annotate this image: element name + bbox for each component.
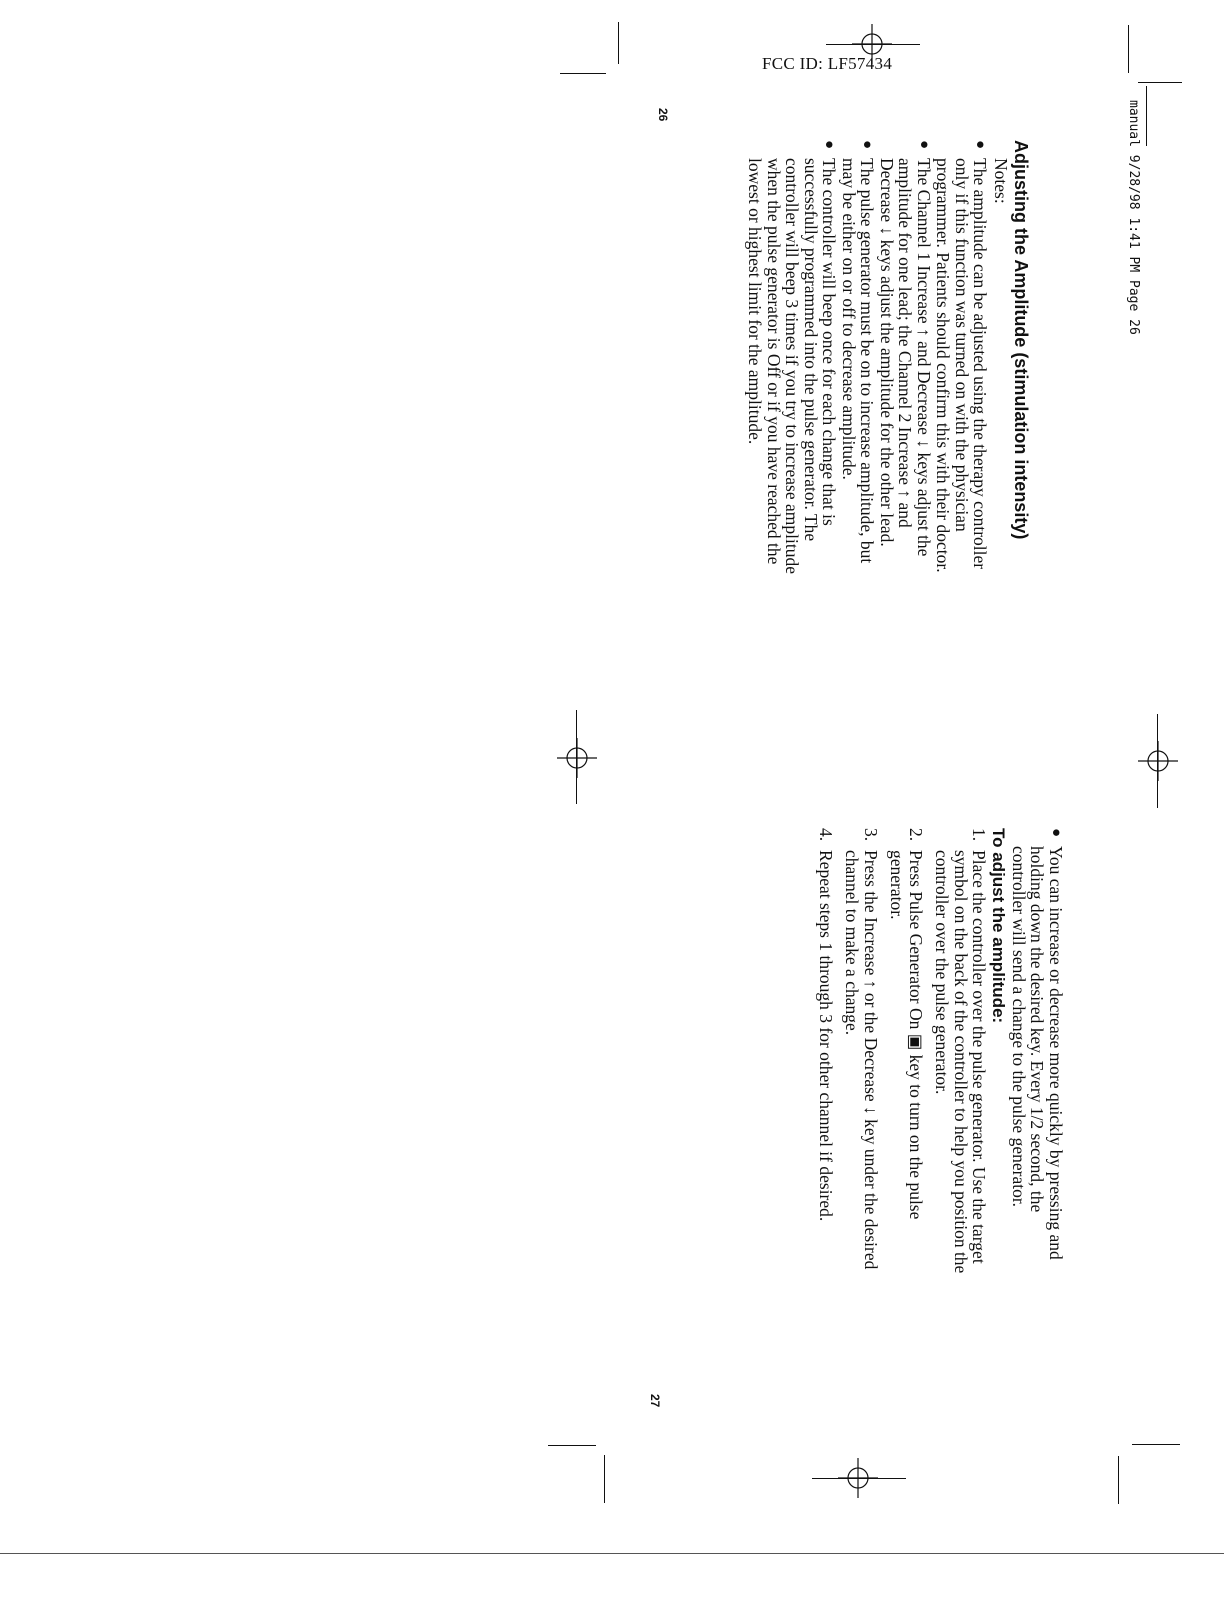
- text-line: symbol on the back of the controller to help you position the: [951, 850, 971, 1274]
- section-heading: Adjusting the Amplitude (stimulation intensity): [1011, 140, 1031, 540]
- step-number: 3.: [861, 828, 881, 842]
- procedure-heading: To adjust the amplitude:: [989, 828, 1009, 1024]
- step-number: 1.: [969, 828, 990, 842]
- text-line: The pulse generator must be on to increase amplitude, but: [857, 158, 878, 564]
- crop-line: [604, 1455, 605, 1503]
- bullet-icon: ●: [821, 140, 838, 150]
- registration-line: [1157, 714, 1158, 808]
- text-line: You can increase or decrease more quickly by pressing and: [1046, 846, 1066, 1260]
- crop-line: [1138, 82, 1182, 83]
- text-line: amplitude for one lead; the Channel 2 Increase ↑ and: [895, 158, 916, 528]
- text-line: The amplitude can be adjusted using the therapy controller: [970, 158, 991, 570]
- step-number: 2.: [906, 828, 926, 842]
- text-line: The Channel 1 Increase ↑ and Decrease ↓ keys adjust the: [914, 158, 934, 557]
- step-number: 4.: [816, 828, 836, 842]
- bullet-icon: ●: [916, 140, 932, 150]
- text-line: generator.: [887, 850, 908, 920]
- text-line: controller will beep 3 times if you try to increase amplitude: [782, 158, 803, 574]
- text-line: may be either on or off to decrease amplitude.: [839, 158, 859, 480]
- registration-line: [576, 710, 577, 804]
- crop-line: [548, 1445, 596, 1446]
- text-line: controller will send a change to the pulse generator.: [1009, 846, 1029, 1208]
- crop-line: [1132, 1444, 1180, 1445]
- list-item: [878, 140, 934, 680]
- crop-line: [618, 22, 619, 64]
- bullet-icon: ●: [972, 140, 989, 150]
- text-line: Press the Increase ↑ or the Decrease ↓ key under the desired: [861, 850, 881, 1270]
- bullet-icon: ●: [859, 140, 876, 150]
- text-line: Press Pulse Generator On ▣ key to turn on the pulse: [906, 850, 926, 1220]
- file-stamp: manual 9/28/98 1:41 PM Page 26: [1126, 100, 1141, 335]
- text-line: only if this function was turned on with the physician: [952, 158, 972, 532]
- crop-line: [1128, 25, 1129, 73]
- page-27-content: [735, 828, 1065, 1618]
- notes-list: [746, 140, 990, 680]
- list-item: [840, 140, 877, 680]
- text-line: lowest or highest limit for the amplitude.: [745, 158, 766, 445]
- text-line: Repeat steps 1 through 3 for other channel if desired.: [816, 850, 836, 1222]
- list-item: [746, 140, 839, 680]
- crop-line: [1118, 1456, 1119, 1504]
- text-line: Decrease ↓ keys adjust the amplitude for the other lead.: [877, 158, 897, 547]
- text-line: The controller will beep once for each change that is: [819, 158, 840, 526]
- text-line: holding down the desired key. Every 1/2 second, the: [1027, 846, 1048, 1213]
- step-item: [817, 828, 836, 1618]
- registration-mark: [557, 738, 597, 778]
- fcc-id: FCC ID: LF57434: [762, 54, 893, 73]
- registration-mark: [1138, 741, 1178, 781]
- notes-label: Notes:: [991, 158, 1011, 204]
- text-line: controller over the pulse generator.: [932, 850, 953, 1095]
- step-item: [843, 828, 880, 1618]
- crop-line: [560, 73, 606, 74]
- step-item: [888, 828, 925, 1618]
- text-line: programmer. Patients should confirm this with their doctor.: [933, 158, 954, 573]
- text-line: Place the controller over the pulse generator. Use the target: [969, 850, 990, 1264]
- registration-line: [826, 44, 920, 45]
- page-number-right: 27: [648, 1394, 662, 1408]
- list-item: [1010, 828, 1066, 1618]
- text-line: when the pulse generator is Off or if you have reached the: [764, 158, 784, 565]
- list-item: [934, 140, 990, 680]
- step-item: [933, 828, 989, 1618]
- page-26-content: [672, 140, 1032, 680]
- text-line: successfully programmed into the pulse generator. The: [801, 158, 821, 542]
- bullet-icon: ●: [1048, 828, 1064, 838]
- text-line: channel to make a change.: [842, 850, 863, 1036]
- steps-list: [817, 828, 989, 1618]
- page-number-left: 26: [656, 108, 670, 122]
